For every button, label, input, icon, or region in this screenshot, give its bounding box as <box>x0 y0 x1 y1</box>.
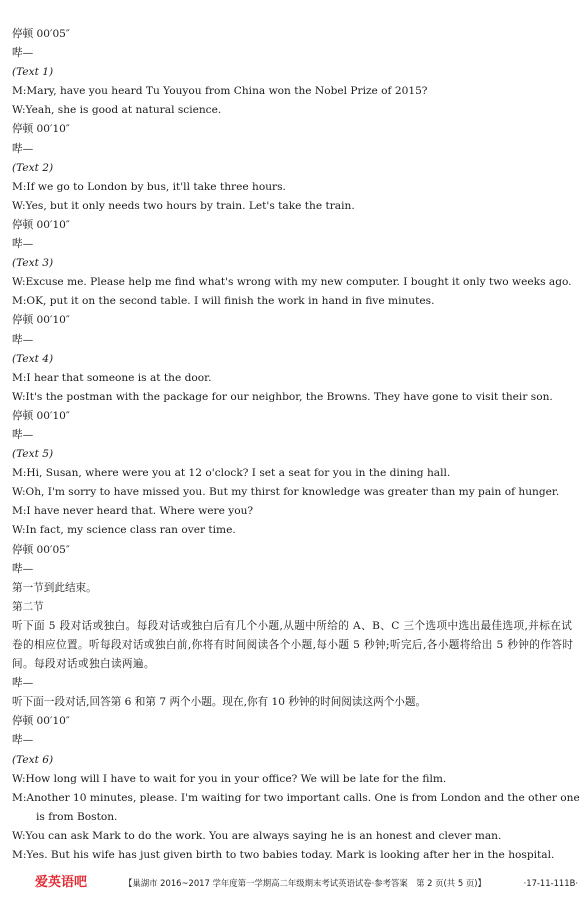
transcript-line: M:OK, put it on the second table. I will finish the work in hand in five minutes. <box>12 295 435 308</box>
footer-exam-info: 【巢湖市 2016~2017 学年度第一学期高二年级期末考试英语试卷·参考答案 第 2 页(共 5 页)】 <box>124 878 486 888</box>
transcript-line: 停顿 00′05″ <box>12 28 70 40</box>
transcript-line: 哔— <box>12 47 34 60</box>
transcript-line: M:Another 10 minutes, please. I'm waiting for two important calls. One is from London and the other one is from Boston. <box>12 791 580 823</box>
transcript-line: 哔— <box>12 562 34 575</box>
transcript-line: 哔— <box>12 677 34 690</box>
transcript-line: W:In fact, my science class ran over time. <box>12 524 236 537</box>
transcript-line: M:Hi, Susan, where were you at 12 o'clock? I set a seat for you in the dining hall. <box>12 467 451 480</box>
text-heading: (Text 4) <box>12 352 54 365</box>
transcript-line: 哔— <box>12 333 34 346</box>
transcript-line: 停顿 00′10″ <box>12 123 70 136</box>
transcript-line: W:Oh, I'm sorry to have missed you. But my thirst for knowledge was greater than my pain of hunger. <box>12 486 560 499</box>
transcript-line: W:How long will I have to wait for you in your office? We will be late for the film. <box>12 772 447 785</box>
transcript-line: M:Yes. But his wife has just given birth to two babies today. Mark is looking after her in the hospital. <box>12 849 555 862</box>
transcript-line: 哔— <box>12 428 34 441</box>
text-heading: (Text 3) <box>12 257 54 270</box>
transcript-line: 第一节到此结束。 <box>12 581 97 594</box>
transcript-line: 停顿 00′10″ <box>12 314 70 327</box>
transcript-line: 停顿 00′10″ <box>12 218 70 231</box>
footer-code: ·17-11-111B· <box>523 878 578 888</box>
transcript-line: 哔— <box>12 734 34 747</box>
transcript-line: M:I hear that someone is at the door. <box>12 371 212 384</box>
document-body <box>12 25 580 865</box>
transcript-line: W:Yes, but it only needs two hours by train. Let's take the train. <box>12 199 355 212</box>
text-heading: (Text 5) <box>12 448 54 461</box>
text-heading: (Text 2) <box>12 161 54 174</box>
transcript-line: 哔— <box>12 142 34 155</box>
transcript-line: 听下面一段对话,回答第 6 和第 7 两个小题。现在,你有 10 秒钟的时间阅读这两个小题。 <box>12 696 427 709</box>
transcript-line: 停顿 00′10″ <box>12 715 70 728</box>
transcript-line: W:Yeah, she is good at natural science. <box>12 104 222 117</box>
transcript-line: 停顿 00′05″ <box>12 543 70 556</box>
transcript-line: 听下面 5 段对话或独白。每段对话或独白后有几个小题,从题中所给的 A、B、C 三个选项中选出最佳选项,并标在试卷的相应位置。听每段对话或独白前,你将有时间阅读各个小题,每小题 5 秒钟;听完后,各小题将给出 5 秒钟的作答时间。每段对话或独白读两遍。 <box>12 619 574 671</box>
text-heading: (Text 6) <box>12 753 54 766</box>
brand-logo: 爱英语吧 <box>35 875 88 890</box>
transcript-line: M:I have never heard that. Where were you? <box>12 505 254 518</box>
text-heading: (Text 1) <box>12 66 54 79</box>
transcript-line: W:Excuse me. Please help me find what's wrong with my new computer. I bought it only two weeks ago. <box>12 276 572 289</box>
transcript-line: 第二节 <box>12 600 44 613</box>
page-footer <box>0 873 588 893</box>
transcript-line: 哔— <box>12 238 34 251</box>
transcript-line: W:It's the postman with the package for our neighbor, the Browns. They have gone to visit their son. <box>12 390 553 403</box>
transcript-line: M:If we go to London by bus, it'll take three hours. <box>12 180 286 193</box>
transcript-line: 停顿 00′10″ <box>12 409 70 422</box>
transcript-line: M:Mary, have you heard Tu Youyou from China won the Nobel Prize of 2015? <box>12 85 428 98</box>
transcript-line: W:You can ask Mark to do the work. You are always saying he is an honest and clever man. <box>12 829 502 842</box>
